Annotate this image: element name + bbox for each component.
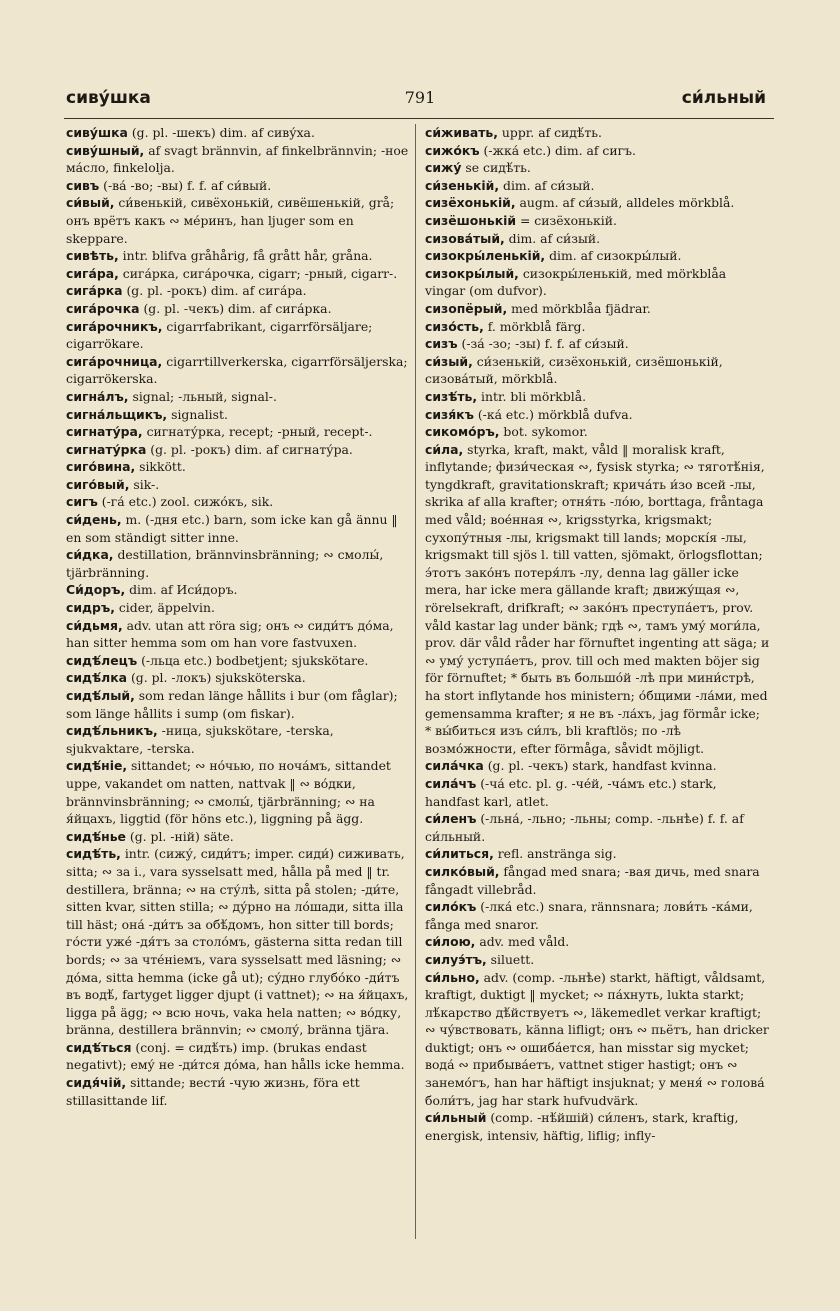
entry-definition: cigarrtillverkerska, cigarrförsäljerska; cigarrökerska. xyxy=(66,353,408,387)
entry-headword: си́зенькій, xyxy=(425,177,500,193)
entry-headword: сизопёрый, xyxy=(425,300,508,316)
dictionary-entry xyxy=(425,230,770,248)
entry-headword: сидѣ́ться xyxy=(66,1039,132,1055)
entry-headword: си́живать, xyxy=(425,125,498,140)
dictionary-entry xyxy=(425,810,770,845)
dictionary-entry xyxy=(425,335,770,353)
entry-definition: bot. sykomor. xyxy=(499,424,588,440)
dictionary-entry xyxy=(425,423,770,441)
entry-definition: (g. pl. -рокъ) dim. af сигнату́ра. xyxy=(146,441,353,457)
entry-definition: som redan länge hållits i bur (om fåglar); som länge hållits i sump (om fiskar). xyxy=(66,688,398,721)
dictionary-entry xyxy=(66,476,411,494)
entry-definition: se сидѣ́ть. xyxy=(461,160,531,176)
entry-definition: dim. af Иси́доръ. xyxy=(125,582,238,598)
dictionary-entry xyxy=(425,318,770,336)
entry-headword: сидѣ́ніе, xyxy=(66,758,128,774)
entry-headword: сидѣ́нье xyxy=(66,828,126,844)
dictionary-entry xyxy=(66,441,411,459)
dictionary-entry xyxy=(66,617,411,652)
entry-headword: сига́рка xyxy=(66,283,123,299)
dictionary-entry xyxy=(66,599,411,617)
entry-headword: силко́вый, xyxy=(425,863,500,879)
entry-headword: сидѣ́льникъ, xyxy=(66,723,158,739)
entry-definition: сигнату́рка, recept; -рный, recept-. xyxy=(142,424,373,440)
entry-definition: сизокры́ленькій, med mörkblåa vingar (om dufvor). xyxy=(425,265,727,299)
dictionary-entry xyxy=(425,441,770,758)
left-column xyxy=(66,124,411,1109)
entry-definition: dim. af си́зый. xyxy=(499,177,595,193)
dictionary-entry xyxy=(66,652,411,670)
dictionary-entry xyxy=(66,406,411,424)
dictionary-entry xyxy=(66,511,411,546)
entry-definition: си́зенькій, сизёхонькій, сизёшонькій, сизова́тый, mörkblå. xyxy=(425,353,723,387)
entry-headword: сизёхонькій, xyxy=(425,195,516,211)
dictionary-entry xyxy=(425,933,770,951)
entry-definition: (comp. -нѣ́йшій) си́ленъ, stark, kraftig, energisk, intensiv, häftig, liflig; infly- xyxy=(425,1110,739,1143)
entry-definition: (g. pl. -чекъ) stark, handfast kvinna. xyxy=(483,758,717,774)
entry-definition: (-льца etc.) bodbetjent; sjukskötare. xyxy=(137,652,369,668)
dictionary-entry xyxy=(66,318,411,353)
entry-definition: (g. pl. -ній) säte. xyxy=(125,828,234,844)
entry-definition: cider, äppelvin. xyxy=(114,600,215,616)
entry-headword: си́льный xyxy=(425,1110,487,1126)
dictionary-entry xyxy=(425,265,770,300)
dictionary-entry xyxy=(66,458,411,476)
running-head-right: си́льный xyxy=(681,88,766,108)
entry-definition: adv. med våld. xyxy=(475,934,570,950)
entry-headword: сизокры́ленькій, xyxy=(425,248,546,264)
entry-definition: adv. utan att röra sig; онъ ∾ сиди́тъ до́ма, han sitter hemma som om han vore fastvuxen. xyxy=(66,617,394,651)
entry-headword: сило́къ xyxy=(425,899,477,915)
dictionary-entry xyxy=(66,282,411,300)
dictionary-entry xyxy=(66,353,411,388)
entry-definition: sittande; вести́ -чую жизнь, föra ett stillasittande lif. xyxy=(66,1075,360,1108)
entry-headword: сидѣ́лецъ xyxy=(66,652,138,668)
entry-headword: Си́доръ, xyxy=(66,582,126,598)
entry-headword: сидѣ́лка xyxy=(66,670,127,686)
entry-definition: (-га́ etc.) zool. сижо́къ, sik. xyxy=(97,494,274,510)
running-head-left: сиву́шка xyxy=(66,88,151,108)
entry-definition: fångad med snara; -вая дичь, med snara fångadt villebråd. xyxy=(425,863,760,897)
entry-headword: сига́ра, xyxy=(66,265,119,281)
entry-headword: сижу́ xyxy=(425,160,462,176)
entry-headword: сивѣть, xyxy=(66,248,119,264)
entry-headword: сизо́сть, xyxy=(425,318,484,334)
entry-headword: сиго́вина, xyxy=(66,459,136,475)
dictionary-entry xyxy=(425,353,770,388)
column-divider xyxy=(415,124,416,1239)
dictionary-entry xyxy=(425,898,770,933)
dictionary-entry xyxy=(425,388,770,406)
dictionary-entry xyxy=(425,124,770,142)
entry-definition: destillation, brännvinsbränning; ∾ смолы́, tjärbränning. xyxy=(66,547,384,580)
entry-headword: си́ла, xyxy=(425,441,464,457)
entry-headword: сикомо́ръ, xyxy=(425,424,500,440)
dictionary-entry xyxy=(425,951,770,969)
entry-headword: си́льно, xyxy=(425,969,480,985)
entry-headword: сизёшонькій xyxy=(425,212,517,228)
dictionary-entry xyxy=(425,159,770,177)
dictionary-entry xyxy=(66,828,411,846)
entry-headword: сидѣ́лый, xyxy=(66,688,135,703)
dictionary-entry xyxy=(66,1039,411,1074)
entry-definition: си́венькій, сивёхонькій, сивёшенькій, grå; онъ врётъ какъ ∾ ме́ринъ, han ljuger som en skeppare. xyxy=(66,195,395,246)
dictionary-entry xyxy=(66,845,411,1039)
entry-definition: (g. pl. -локъ) sjuksköterska. xyxy=(127,670,306,686)
entry-definition: adv. (comp. -льнѣе) starkt, häftigt, våldsamt, kraftigt, duktigt ‖ mycket; ∾ па́хнуть, lukta starkt; лѣ́карство дѣ́йствуетъ ∾, läkemedlet verkar kraftigt; ∾ чу́вствовать, känna lifligt; онъ ∾ пьётъ, han dricker duktigt; онъ ∾ ошиба́ется, han misstar sig mycket; вода́ ∾ прибыва́етъ, vattnet stiger hastigt; онъ ∾ занемо́гъ, han har häftigt insjuknat; у меня́ ∾ голова́ боли́тъ, jag har stark hufvudvärk. xyxy=(425,969,769,1108)
entry-headword: сига́рочница, xyxy=(66,353,163,369)
dictionary-entry xyxy=(66,124,411,142)
entry-definition: (-за́ -зо; -зы) f. f. af си́зый. xyxy=(457,336,629,352)
entry-headword: сиго́вый, xyxy=(66,476,130,492)
entry-headword: сига́рочникъ, xyxy=(66,318,163,334)
dictionary-entry xyxy=(66,265,411,283)
entry-definition: (g. pl. -чекъ) dim. af сига́рка. xyxy=(139,300,332,316)
entry-headword: сила́чка xyxy=(425,758,484,774)
entry-headword: сивъ xyxy=(66,177,100,193)
dictionary-entry xyxy=(66,423,411,441)
entry-definition: m. (-дня etc.) barn, som icke kan gå ännu ‖ en som ständigt sitter inne. xyxy=(66,512,398,545)
entry-definition: intr. blifva gråhårig, få grått hår, gråna. xyxy=(118,248,373,264)
entry-definition: (-ка́ etc.) mörkblå dufva. xyxy=(473,406,633,422)
dictionary-entry xyxy=(425,1109,770,1144)
right-column xyxy=(425,124,770,1144)
page-number: 791 xyxy=(404,88,436,107)
entry-definition: augm. af си́зый, alldeles mörkblå. xyxy=(515,195,735,211)
entry-headword: сизѣ́ть, xyxy=(425,388,478,404)
entry-definition: = сизёхонькій. xyxy=(516,212,617,228)
entry-headword: сига́рочка xyxy=(66,300,140,316)
entry-headword: сиву́шка xyxy=(66,125,128,140)
dictionary-entry xyxy=(66,687,411,722)
entry-headword: силуэ́тъ, xyxy=(425,951,487,967)
entry-headword: си́дка, xyxy=(66,547,114,563)
entry-headword: сигъ xyxy=(66,494,98,510)
entry-headword: сижо́къ xyxy=(425,142,480,158)
entry-definition: intr. bli mörkblå. xyxy=(477,388,587,404)
entry-definition: siluett. xyxy=(486,951,535,967)
entry-headword: сидя́чій, xyxy=(66,1075,127,1091)
dictionary-entry xyxy=(425,194,770,212)
dictionary-entry xyxy=(66,194,411,247)
dictionary-entry xyxy=(66,546,411,581)
dictionary-entry xyxy=(425,406,770,424)
entry-definition: sittandet; ∾ но́чью, по ноча́мъ, sittandet uppe, vakandet om natten, nattvak ‖ ∾ во́дки, brännvinsbränning; ∾ смолы́, tjärbränning; ∾ на я́йцахъ, liggtid (för höns etc.), liggning på ägg. xyxy=(66,758,391,827)
entry-headword: си́день, xyxy=(66,512,122,528)
entry-definition: med mörkblåa fjädrar. xyxy=(507,300,651,316)
entry-definition: sikkött. xyxy=(135,459,186,475)
entry-headword: сизъ xyxy=(425,336,458,352)
entry-headword: сигнату́ра, xyxy=(66,424,143,440)
dictionary-entry xyxy=(425,300,770,318)
dictionary-entry xyxy=(66,493,411,511)
entry-headword: сизя́къ xyxy=(425,406,474,422)
entry-definition: (-жка́ etc.) dim. af сигъ. xyxy=(479,142,636,158)
entry-definition: (g. pl. -рокъ) dim. af сига́ра. xyxy=(122,283,307,299)
entry-headword: си́дьмя, xyxy=(66,617,123,633)
entry-definition: cigarrfabrikant, cigarrförsäljare; cigarrökare. xyxy=(66,318,373,352)
dictionary-entry xyxy=(66,177,411,195)
entry-definition: signal; -льный, signal-. xyxy=(128,388,277,404)
entry-definition: dim. af си́зый. xyxy=(504,230,601,246)
header-rule xyxy=(64,118,774,119)
dictionary-entry xyxy=(425,969,770,1110)
entry-headword: сиву́шный, xyxy=(66,142,145,158)
entry-definition: (-ча́ etc. pl. g. -че́й, -ча́мъ etc.) stark, handfast karl, atlet. xyxy=(425,775,717,809)
dictionary-entry xyxy=(66,669,411,687)
dictionary-entry xyxy=(425,142,770,160)
dictionary-entry xyxy=(66,722,411,757)
dictionary-entry xyxy=(66,300,411,318)
entry-definition: signalist. xyxy=(167,406,228,422)
entry-definition: styrka, kraft, makt, våld ‖ moralisk kraft, inflytande; физи́ческая ∾, fysisk styrka; ∾ тяготѣ́нія, tyngdkraft, gravitationskraft; крича́ть и́зо всей -лы, skrika af alla krafter; отня́ть -ло́ю, borttaga, fråntaga med våld; вое́нная ∾, krigsstyrka, krigsmakt; сухопу́тныя -лы, krigsmakt till lands; морскі́я -лы, krigsmakt till sjös l. till vatten, sjömakt, örlogsflottan; э́тотъ зако́нъ потеря́лъ -лу, denna lag gäller icke mera, har icke mera gällande kraft; движу́щая ∾, rörelsekraft, drifkraft; ∾ зако́нъ преступа́етъ, prov. våld kastar lag under bänk; гдѣ ∾, тамъ уму́ моги́ла, prov. där våld råder har förnuftet ingenting att säga; и ∾ уму́ уступа́етъ, prov. till och med makten böjer sig för förnuftet; * быть въ большо́й -лѣ при мини́стрѣ, ha stort inflytande hos ministern; о́бщими -ла́ми, med gemensamma krafter; я не въ -ла́хъ, jag förmår icke; * вы́биться изъ си́лъ, bli kraftlös; по -лѣ возмо́жности, efter förmåga, såvidt möjligt. xyxy=(425,441,770,756)
entry-definition: sik-. xyxy=(129,476,160,492)
entry-headword: си́зый, xyxy=(425,353,473,369)
dictionary-entry xyxy=(425,863,770,898)
dictionary-entry xyxy=(66,142,411,177)
dictionary-entry xyxy=(425,212,770,230)
entry-definition: intr. (сижу́, сиди́тъ; imper. сиди́) сиживать, sitta; ∾ за i., vara sysselsatt med, hålla på med ‖ tr. destillera, bränna; ∾ на сту́лѣ, sitta på stolen; -ди́те, sitten kvar, sitten stilla; ∾ ду́рно на ло́шади, sitta illa till häst; она́ -ди́тъ за обѣ́домъ, hon sitter till bords; го́сти уже́ -дя́тъ за столо́мъ, gästerna sitta redan till bords; ∾ за чте́ніемъ, vara sysselsatt med läsning; ∾ до́ма, sitta hemma (icke gå ut); су́дно глубо́ко -ди́тъ въ водѣ́, fartyget ligger djupt (i vattnet); ∾ на я́йцахъ, ligga på ägg; ∾ всю ночь, vaka hela natten; ∾ во́дку, bränna, destillera brännvin; ∾ смолу́, bränna tjära. xyxy=(66,846,409,1038)
entry-headword: си́вый, xyxy=(66,195,115,211)
entry-headword: сизова́тый, xyxy=(425,230,505,246)
entry-definition: f. mörkblå färg. xyxy=(483,318,586,334)
entry-headword: сила́чъ xyxy=(425,775,477,791)
entry-definition: (-льна́, -льно; -льны; comp. -льнѣе) f. f. af си́льный. xyxy=(425,811,744,844)
entry-definition: -ница, sjukskötare, -terska, sjukvaktare, -terska. xyxy=(66,723,334,756)
entry-headword: си́литься, xyxy=(425,846,494,862)
dictionary-entry xyxy=(425,177,770,195)
entry-definition: refl. anstränga sig. xyxy=(493,846,617,862)
entry-definition: uppr. af сидѣ́ть. xyxy=(497,125,602,140)
entry-definition: (g. pl. -шекъ) dim. af сиву́ха. xyxy=(127,125,315,140)
entry-headword: сигна́льщикъ, xyxy=(66,406,168,422)
dictionary-entry xyxy=(66,1074,411,1109)
dictionary-entry xyxy=(66,581,411,599)
entry-definition: (-лка́ etc.) snara, rännsnara; лови́ть -ка́ми, fånga med snaror. xyxy=(425,899,753,932)
dictionary-entry xyxy=(425,775,770,810)
entry-headword: сигнату́рка xyxy=(66,441,147,457)
entry-headword: сидръ, xyxy=(66,600,115,616)
dictionary-entry xyxy=(425,845,770,863)
entry-definition: af svagt brännvin, af finkelbrännvin; -ное ма́сло, finkelolja. xyxy=(66,142,409,176)
dictionary-entry xyxy=(66,388,411,406)
dictionary-entry xyxy=(66,247,411,265)
entry-headword: сигна́лъ, xyxy=(66,388,129,404)
dictionary-entry xyxy=(66,757,411,827)
entry-headword: си́лою, xyxy=(425,934,476,950)
entry-definition: (conj. = сидѣ́ть) imp. (brukas endast negativt); ему́ не -ди́тся до́ма, han hålls icke hemma. xyxy=(66,1039,405,1073)
entry-headword: си́ленъ xyxy=(425,811,477,827)
entry-definition: dim. af сизокры́лый. xyxy=(545,248,682,264)
entry-definition: сига́рка, сига́рочка, cigarr; -рный, cigarr-. xyxy=(118,265,398,281)
entry-headword: сидѣ́ть, xyxy=(66,846,121,862)
dictionary-entry xyxy=(425,757,770,775)
dictionary-entry xyxy=(425,247,770,265)
entry-definition: (-ва́ -во; -вы) f. f. af си́вый. xyxy=(99,177,272,193)
entry-headword: сизокры́лый, xyxy=(425,265,519,281)
